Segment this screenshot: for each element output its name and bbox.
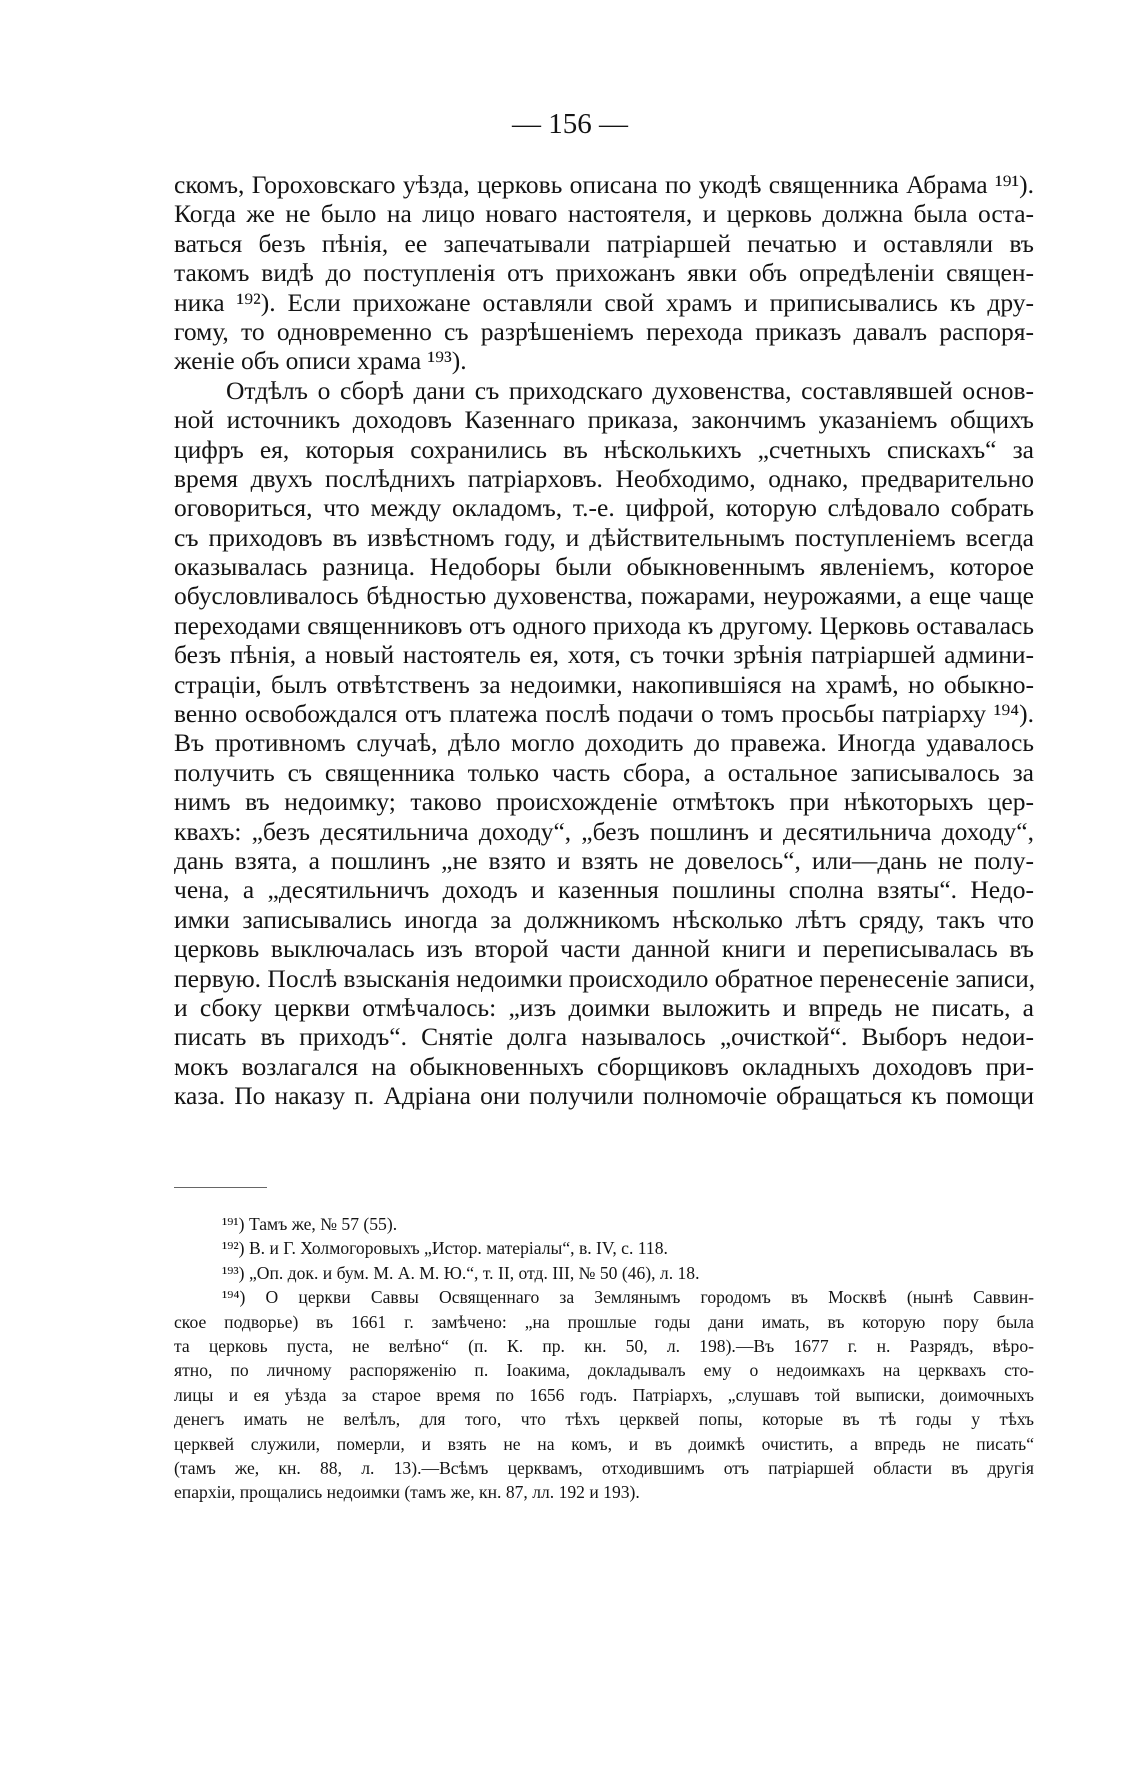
body-line: женіе объ описи храма ¹⁹³).: [174, 346, 467, 376]
footnote-divider: [174, 1187, 267, 1188]
body-line: и сбоку церкви отмѣчалось: „изъ доимки выложить и впредь не писать, а: [174, 992, 1034, 1022]
footnote-line: ¹⁹³) „Оп. док. и бум. М. А. М. Ю.“, т. II, отд. III, № 50 (46), л. 18.: [222, 1262, 700, 1283]
footnote-line: церквей служили, померли, и взять не на комъ, и въ доимкѣ очистить, а впредь не писать“: [174, 1433, 1034, 1454]
footnote-line: ское подворье) въ 1661 г. замѣчено: „на прошлые годы дани имать, въ которую пору была: [174, 1311, 1034, 1332]
body-text: [174, 170, 1034, 1111]
footnote-line: ¹⁹⁴) О церкви Саввы Освященнаго за Землянымъ городомъ въ Москвѣ (нынѣ Саввин-: [222, 1287, 1034, 1308]
body-line: дань взята, а пошлинъ „не взято и взять не довелось“, или—дань не полу-: [174, 845, 1034, 875]
body-line: оговориться, что между окладомъ, т.-е. цифрой, которую слѣдовало собрать: [174, 493, 1034, 523]
body-line: Отдѣлъ о сборѣ дани съ приходскаго духовенства, составлявшей основ-: [226, 375, 1034, 405]
footnote-line: лицы и ея уѣзда за старое время по 1656 годъ. Патріархъ, „слушавъ той выписки, доимочныхъ: [174, 1384, 1034, 1405]
body-line: первую. Послѣ взысканія недоимки происходило обратное перенесеніе записи,: [174, 963, 1036, 993]
body-line: такомъ видѣ до поступленія отъ прихожанъ явки объ опредѣленіи священ-: [174, 258, 1034, 288]
body-line: писать въ приходъ“. Снятіе долга называлось „очисткой“. Выборъ недои-: [174, 1022, 1034, 1052]
body-line: ной источникъ доходовъ Казеннаго приказа, закончимъ указаніемъ общихъ: [174, 405, 1034, 435]
body-line: ваться безъ пѣнія, ее запечатывали патріаршей печатью и оставляли въ: [174, 228, 1034, 258]
body-line: цифръ ея, которыя сохранились въ нѣсколькихъ „счетныхъ спискахъ“ за: [174, 434, 1034, 464]
footnote-line: епархіи, прощались недоимки (тамъ же, кн. 87, лл. 192 и 193).: [174, 1482, 640, 1503]
body-line: Въ противномъ случаѣ, дѣло могло доходить до правежа. Иногда удавалось: [174, 728, 1034, 758]
body-line: церковь выключалась изъ второй части данной книги и переписывалась въ: [174, 934, 1034, 964]
body-line: квахъ: „безъ десятильнича доходу“, „безъ пошлинъ и десятильнича доходу“,: [174, 816, 1034, 846]
body-line: мокъ возлагался на обыкновенныхъ сборщиковъ окладныхъ доходовъ при-: [174, 1051, 1034, 1081]
body-line: Когда же не было на лицо новаго настоятеля, и церковь должна была оста-: [174, 199, 1034, 229]
footnote-line: ятно, по личному распоряженію п. Іоакима, докладывалъ ему о недоимкахъ на церквахъ сто-: [174, 1360, 1034, 1381]
body-line: время двухъ послѣднихъ патріарховъ. Необходимо, однако, предварительно: [174, 463, 1034, 493]
body-line: съ приходовъ въ извѣстномъ году, и дѣйствительнымъ поступленіемъ всегда: [174, 522, 1034, 552]
body-line: ника ¹⁹²). Если прихожане оставляли свой храмъ и приписывались къ дру-: [174, 287, 1034, 317]
body-line: переходами священниковъ отъ одного прихода къ другому. Церковь оставалась: [174, 610, 1034, 640]
body-line: получить съ священника только часть сбора, а остальное записывалось за: [174, 757, 1034, 787]
body-line: безъ пѣнія, а новый настоятель ея, хотя, съ точки зрѣнія патріаршей админи-: [174, 640, 1034, 670]
footnote-line: ¹⁹¹) Тамъ же, № 57 (55).: [222, 1214, 398, 1234]
footnote-line: денегъ имать не велѣлъ, для того, что тѣхъ церквей попы, которые въ тѣ годы у тѣхъ: [174, 1409, 1034, 1430]
body-line: каза. По наказу п. Адріана они получили полномочіе обращаться къ помощи: [174, 1081, 1034, 1111]
body-line: оказывалась разница. Недоборы были обыкновеннымъ явленіемъ, которое: [174, 552, 1034, 582]
footnotes: [174, 1212, 1034, 1505]
body-line: страціи, былъ отвѣтственъ за недоимки, накопившіяся на храмѣ, но обыкно-: [174, 669, 1034, 699]
footnote-line: та церковь пуста, не велѣно“ (п. К. пр. кн. 50, л. 198).—Въ 1677 г. н. Разрядъ, вѣро-: [174, 1335, 1034, 1356]
body-line: гому, то одновременно съ разрѣшеніемъ перехода приказъ давалъ распоря-: [174, 316, 1034, 346]
body-line: чена, а „десятильничъ доходъ и казенныя пошлины сполна взяты“. Недо-: [174, 875, 1034, 905]
body-line: обусловливалось бѣдностью духовенства, пожарами, неурожаями, а еще чаще: [174, 581, 1034, 611]
footnote-line: ¹⁹²) В. и Г. Холмогоровыхъ „Истор. матеріалы“, в. IV, с. 118.: [222, 1238, 668, 1259]
page-number: — 156 —: [512, 108, 628, 140]
body-line: нимъ въ недоимку; таково происхожденіе отмѣтокъ при нѣкоторыхъ цер-: [174, 787, 1034, 817]
footnote-line: (тамъ же, кн. 88, л. 13).—Всѣмъ церквамъ, отходившимъ отъ патріаршей области въ другія: [174, 1457, 1034, 1478]
body-line: скомъ, Гороховскаго уѣзда, церковь описана по укодѣ священника Абрама ¹⁹¹).: [174, 170, 1034, 199]
body-line: венно освобождался отъ платежа послѣ подачи о томъ просьбы патріарху ¹⁹⁴).: [174, 699, 1034, 729]
body-line: имки записывались иногда за должникомъ нѣсколько лѣтъ сряду, такъ что: [174, 904, 1034, 934]
